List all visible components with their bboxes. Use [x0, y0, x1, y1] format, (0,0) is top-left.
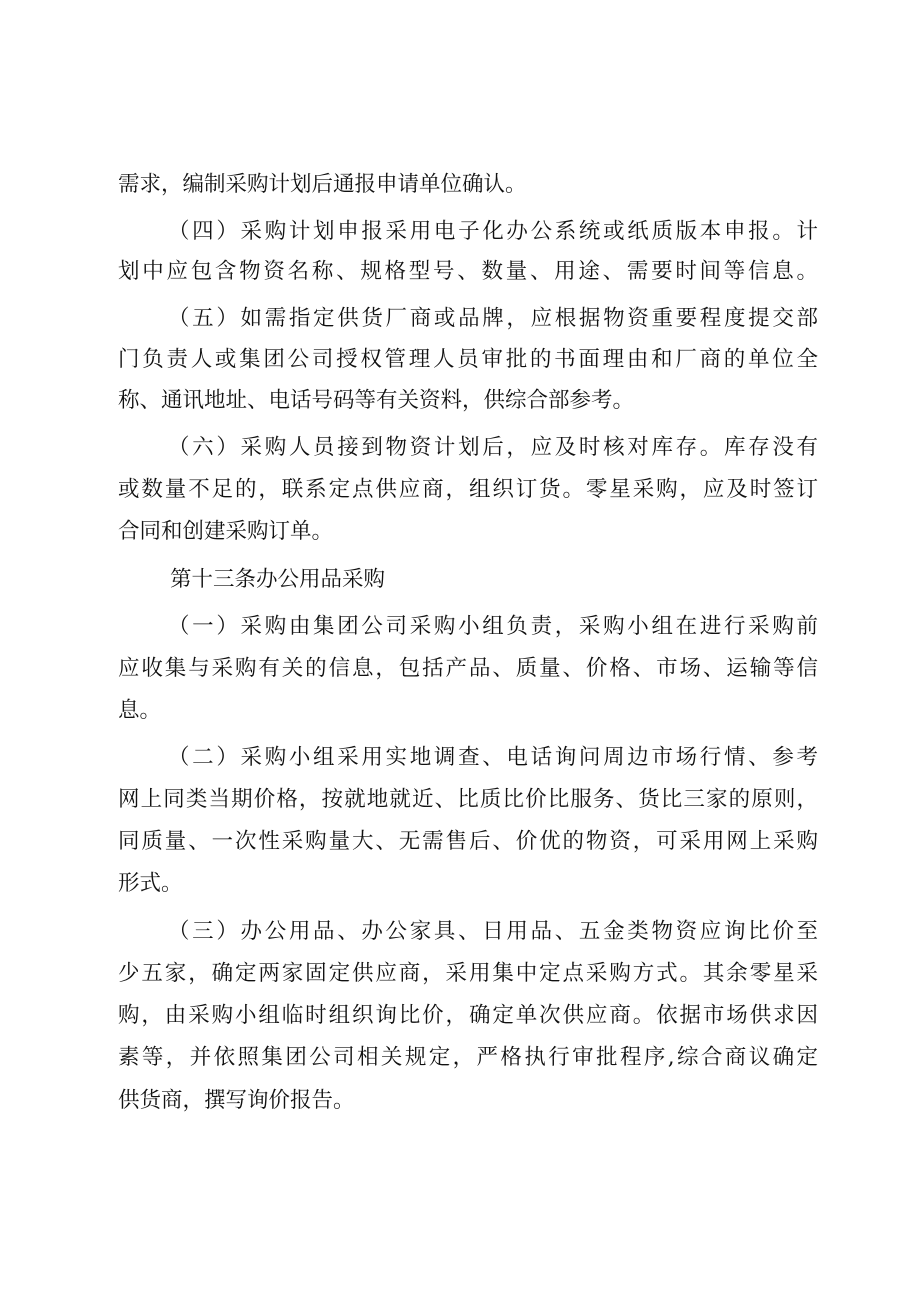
paragraph-line: （一）采购由集团公司采购小组负责，采购小组在进行采购前	[168, 614, 818, 639]
paragraph-line: 购，由采购小组临时组织询比价，确定单次供应商。依据市场供求因	[118, 1003, 818, 1028]
paragraph-line: 门负责人或集团公司授权管理人员审批的书面理由和厂商的单位全	[118, 347, 818, 372]
paragraph-line: 网上同类当期价格，按就地就近、比质比价比服务、货比三家的原则，	[118, 787, 818, 812]
paragraph-line: 同质量、一次性采购量大、无需售后、价优的物资，可采用网上采购	[118, 829, 818, 854]
paragraph-line: 合同和创建采购订单。	[118, 519, 334, 544]
paragraph-line: 息。	[118, 698, 162, 723]
paragraph-line: 需求，编制采购计划后通报申请单位确认。	[118, 172, 527, 197]
paragraph-line: 应收集与采购有关的信息，包括产品、质量、价格、市场、运输等信	[118, 656, 818, 681]
paragraph-line: 划中应包含物资名称、规格型号、数量、用途、需要时间等信息。	[118, 259, 818, 284]
paragraph-line: （六）采购人员接到物资计划后，应及时核对库存。库存没有	[168, 435, 818, 460]
paragraph-line: 供货商，撰写询价报告。	[118, 1088, 355, 1113]
paragraph-line: （二）采购小组采用实地调查、电话询问周边市场行情、参考	[168, 745, 818, 770]
paragraph-line: （五）如需指定供货厂商或品牌，应根据物资重要程度提交部	[168, 306, 818, 331]
paragraph-line: （四）采购计划申报采用电子化办公系统或纸质版本申报。计	[168, 219, 818, 244]
paragraph-line: 称、通讯地址、电话号码等有关资料，供综合部参考。	[118, 388, 635, 413]
paragraph-line: 少五家，确定两家固定供应商，采用集中定点采购方式。其余零星采	[118, 961, 818, 986]
paragraph-line: （三）办公用品、办公家具、日用品、五金类物资应询比价至	[168, 919, 818, 944]
section-heading: 第十三条办公用品采购	[170, 567, 386, 592]
paragraph-line: 形式。	[118, 871, 183, 896]
paragraph-line: 或数量不足的，联系定点供应商，组织订货。零星采购，应及时签订	[118, 477, 818, 502]
paragraph-line: 素等，并依照集团公司相关规定，严格执行审批程序,综合商议确定	[118, 1045, 818, 1070]
